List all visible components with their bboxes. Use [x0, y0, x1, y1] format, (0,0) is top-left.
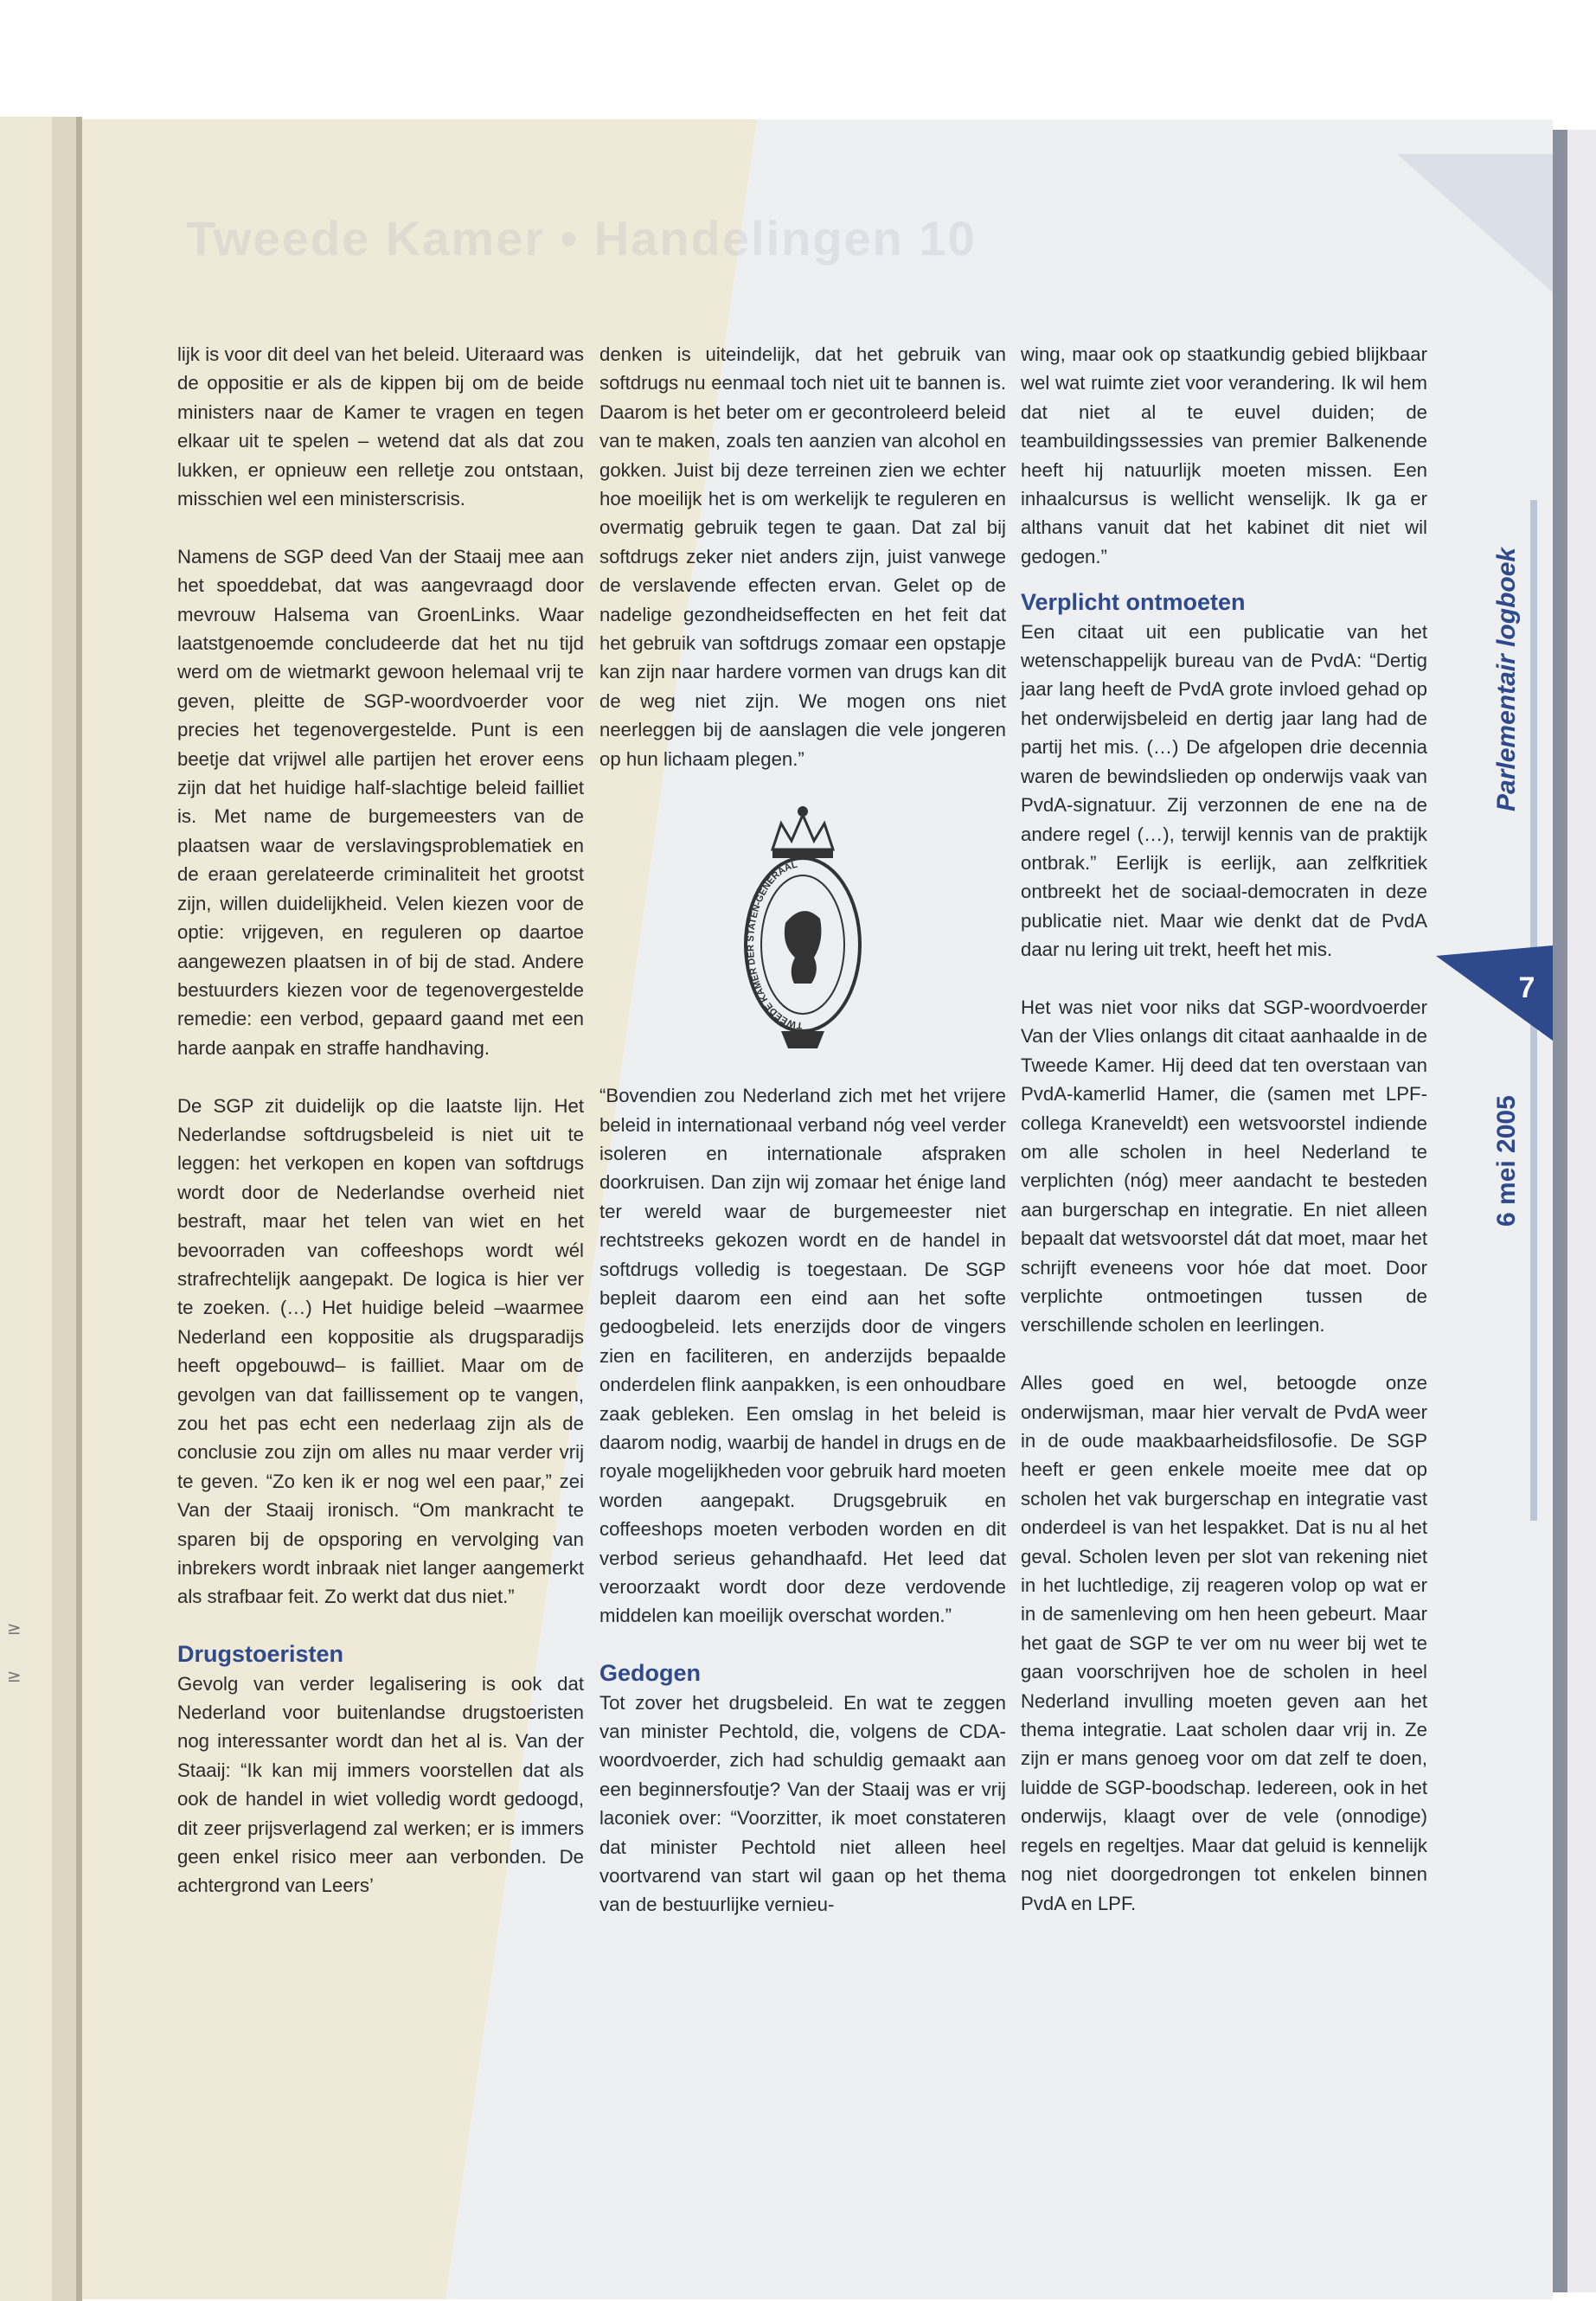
- sidebar-title: Parlementair logboek: [1492, 547, 1521, 811]
- section-heading: Drugstoeristen: [177, 1641, 344, 1668]
- tweede-kamer-crest-icon: [738, 798, 868, 1057]
- paragraph: denken is uiteindelijk, dat het gebruik van softdrugs nu eenmaal toch niet uit te bannen is. Daarom is het beter om er gecontroleerd beleid van te maken, zoals ten aanzien van alcohol en gokken. Juist bij deze terreinen zien we echter hoe moeilijk het is om werkelijk te reguleren en overmatig gebruik tegen te gaan. Dat zal bij softdrugs zeker niet anders zijn, juist vanwege de verslavende effecten ervan. Gelet op de nadelige gezondheidseffecten en het feit dat het gebruik van softdrugs zomaar een opstapje kan zijn naar hardere vormen van drugs kan dit de weg niet zijn. We mogen ons niet neerleggen bij de aanslagen die vele jongeren op hun lichaam plegen.”: [599, 343, 1006, 770]
- paragraph: Het was niet voor niks dat SGP-woordvoerder Van der Vlies onlangs dit citaat aanhaalde in de Tweede Kamer. Hij deed dat ten overstaan van PvdA-kamerlid Hamer, die (samen met LPF-collega Kraneveldt) een wetsvoorstel indiende om alle scholen in heel Nederland te verplichten (nóg) meer aandacht te besteden aan burgerschap en integratie. En niet alleen bepaalt dat wetsvoorstel dát dat moet, maar het schrijft eveneens voor hóe dat moet. Door verplichte ontmoetingen tussen de verschillende scholen en leerlingen.: [1021, 996, 1427, 1336]
- page-number: 7: [1518, 971, 1535, 1004]
- section-heading: Verplicht ontmoeten: [1021, 589, 1246, 616]
- paragraph: “Bovendien zou Nederland zich met het vrijere beleid in internationaal verband nóg veel verder isoleren en internationale afspraken doorkruisen. Dan zijn wij zomaar het énige land ter wereld waar de burgemeester niet rechtstreeks gekozen wordt en de handel in softdrugs volledig is toegestaan. De SGP bepleit daarom een eind aan het softe gedoogbeleid. Iets enerzijds door de vingers zien en faciliteren, en anderzijds bepaalde onderdelen flink aanpakken, is een onhoudbare zaak gebleken. Een omslag in het beleid is daarom nodig, waarbij de handel in drugs en de royale mogelijkheden voor gebruik hard moeten worden aangepakt. Drugsgebruik en coffeeshops moeten verboden worden en dit verbod serieus gehandhaafd. Het leed dat veroorzaakt wordt door deze verdovende middelen kan moeilijk overschat worden.”: [599, 1085, 1006, 1627]
- paragraph: Namens de SGP deed Van der Staaij mee aan het spoeddebat, dat was aangevraagd door mevrouw Halsema van GroenLinks. Waar laatstgenoemde concludeerde dat het nu tijd werd om de wietmarkt gewoon helemaal vrij te geven, pleitte de SGP-woordvoerder voor precies het tegenovergestelde. Punt is een beetje dat vrijwel alle partijen het erover eens zijn dat het huidige half-slachtige beleid failliet is. Met name de burgemeesters van de plaatsen waar de verslavingsproblematiek en de eraan gerelateerde criminaliteit het grootst zijn, willen duidelijkheid. Velen kiezen voor de optie: vrijgeven, en reguleren op daartoe aangewezen plaatsen in of bij de stad. Andere bestuurders kiezen voor de tegenovergestelde remedie: een verbod, gepaard gaand met een harde aanpak en straffe handhaving.: [177, 545, 584, 1059]
- paragraph: wing, maar ook op staatkundig gebied blijkbaar wel wat ruimte ziet voor verandering. Ik wil hem dat niet al te euvel duiden; de teambuildingssessies van premier Balkenende heeft hij natuurlijk moeten missen. Een inhaalcursus is wellicht wenselijk. Ik ga er althans vanuit dat het kabinet dit niet wil gedogen.”: [1021, 343, 1427, 567]
- paragraph: lijk is voor dit deel van het beleid. Uiteraard was de oppositie er als de kippen bij om de beide ministers naar de Kamer te vragen en tegen elkaar uit te spelen – wetend dat als dat zou lukken, er opnieuw een relletje zou ontstaan, misschien wel een ministerscrisis.: [177, 343, 584, 510]
- article-column-1: [177, 340, 584, 1929]
- magazine-page: [82, 119, 1553, 2299]
- article-column-2: [599, 340, 1006, 1948]
- edge-mark: ≥: [7, 1665, 22, 1686]
- article-column-3: [1021, 340, 1427, 1946]
- paragraph: Tot zover het drugsbeleid. En wat te zeggen van minister Pechtold, die, volgens de CDA-woordvoerder, zich had schuldig gemaakt aan een beginnersfoutje? Van der Staaij was er vrij laconiek over: “Voorzitter, ik moet constateren dat minister Pechtold niet alleen heel voortvarend van start wil gaan op het thema van de bestuurlijke vernieu-: [599, 1691, 1006, 1916]
- paragraph: Gevolg van verder legalisering is ook dat Nederland voor buitenlandse drugstoeristen nog interessanter wordt dan het al is. Van der Staaij: “Ik kan mij immers voorstellen dat als ook de handel in wiet volledig wordt gedoogd, dit zeer prijsverlagend zal werken; er is immers geen enkel risico meer aan verbonden. De achtergrond van Leers’: [177, 1672, 584, 1897]
- paragraph: Alles goed en wel, betoogde onze onderwijsman, maar hier vervalt de PvdA weer in de oude maakbaarheidsfilosofie. De SGP heeft er geen enkele moeite mee dat op scholen het vak burgerschap en integratie vast onderdeel is van het lespakket. Dat is nu al het geval. Scholen leven per slot van rekening niet in het luchtledige, zij reageren volop op wat er in de samenleving om hen heen gebeurt. Maar het gaat de SGP te ver om nu weer bij wet te gaan voorschrijven hoe de scholen in heel Nederland invulling moeten geven aan het thema integratie. Laat scholen daar vrij in. Ze zijn er mans genoeg voor om dat zelf te doen, luidde de SGP-boodschap. Iedereen, ook in het onderwijs, klaagt over de vele (onnodige) regels en regeltjes. Maar dat geluid is kennelijk nog niet doorgedrongen tot enkelen binnen PvdA en LPF.: [1021, 1372, 1427, 1914]
- edge-mark: ≥: [7, 1618, 22, 1638]
- crest-inscription: TWEEDE KAMER DER STATEN-GENERAAL: [745, 859, 804, 1031]
- issue-date: 6 mei 2005: [1492, 1095, 1521, 1227]
- section-heading: Gedogen: [599, 1660, 702, 1687]
- paragraph: De SGP zit duidelijk op die laatste lijn. Het Nederlandse softdrugsbeleid is niet uit te leggen: het verkopen en kopen van softdrugs wordt door de Nederlandse overheid niet bestraft, maar het telen van wiet en het bevoorraden van coffeeshops wordt wél strafrechtelijk aangepakt. De logica is hier ver te zoeken. (…) Het huidige beleid –waarmee Nederland een koppositie als drugsparadijs heeft opgebouwd– is failliet. Maar om de gevolgen van dat faillissement op te vangen, zou het pas echt een nederlaag zijn als de conclusie zou zijn om alles nu maar verder vrij te geven. “Zo ken ik er nog wel een paar,” zei Van der Staaij ironisch. “Om mankracht te sparen bij de opsporing en vervolging van inbrekers wordt inbraak niet langer aangemerkt als strafbaar feit. Zo werkt dat dus niet.”: [177, 1094, 584, 1608]
- paragraph: Een citaat uit een publicatie van het wetenschappelijk bureau van de PvdA: “Dertig jaar lang heeft de PvdA grote invloed gehad op het onderwijsbeleid en dertig jaar lang had de partij het mis. (…) De afgelopen drie decennia waren de bewindslieden op onderwijs vaak van PvdA-signatuur. Zij verzonnen de ene na de andere regel (…), terwijl kennis van de praktijk ontbrak.” Eerlijk is eerlijk, aan zelfkritiek ontbreekt het de sociaal-democraten in deze publicatie niet. Maar wie denkt dat de PvdA daar nu lering uit trekt, heeft het mis.: [1021, 620, 1427, 961]
- ghost-header-title: Tweede Kamer • Handelingen 10: [186, 211, 977, 266]
